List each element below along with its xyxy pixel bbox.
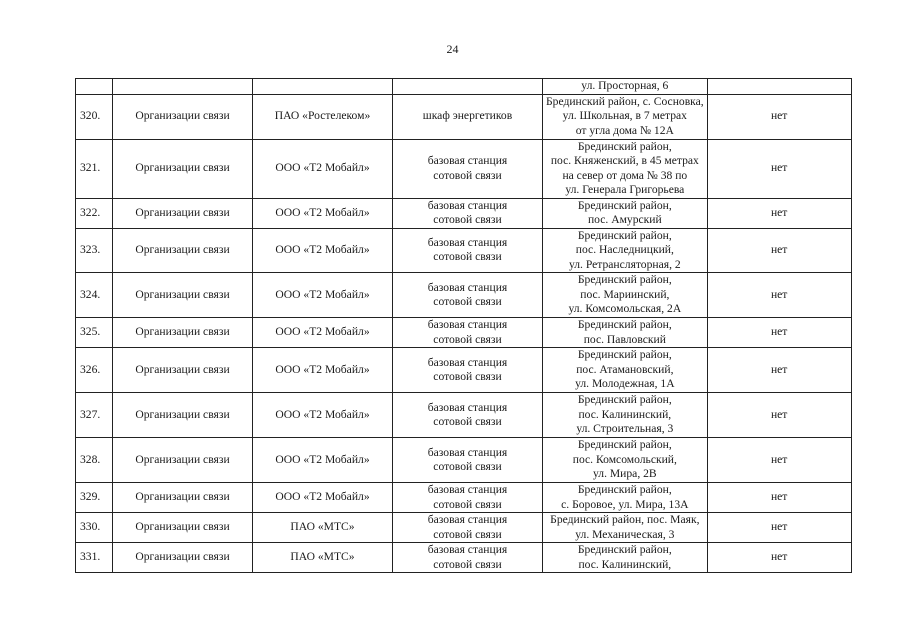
address-line: Брединский район, — [577, 438, 672, 452]
address-line: ул. Молодежная, 1А — [575, 377, 675, 391]
cell-status — [707, 318, 851, 348]
cell-object — [393, 79, 543, 95]
cell-owner — [253, 483, 393, 513]
owner-name: ООО «Т2 Мобайл» — [275, 490, 370, 504]
cell-number — [76, 513, 113, 543]
address-line: Брединский район, пос. Маяк, — [550, 513, 700, 526]
object-line: базовая станция — [427, 400, 508, 414]
cell-address — [543, 273, 708, 318]
owner-name: ООО «Т2 Мобайл» — [275, 243, 370, 256]
cell-type — [113, 483, 253, 513]
table-row — [76, 483, 852, 513]
cell-status — [707, 79, 851, 95]
address-line: ул. Просторная, 6 — [581, 79, 669, 92]
cell-object — [393, 393, 543, 438]
address-line: Брединский район, — [577, 483, 672, 496]
object-line: сотовой связи — [433, 295, 502, 308]
owner-name: ПАО «Ростелеком» — [274, 109, 371, 123]
address-line: Брединский район, — [577, 393, 672, 407]
address-line: Брединский район, — [577, 318, 672, 331]
table-row — [76, 513, 852, 543]
table-row — [76, 198, 852, 228]
row-number: 323. — [80, 243, 101, 256]
owner-name: ООО «Т2 Мобайл» — [275, 287, 370, 301]
cell-owner — [253, 94, 393, 139]
owner-name: ООО «Т2 Мобайл» — [275, 325, 370, 339]
address-line: пос. Амурский — [587, 213, 662, 226]
cell-type — [113, 393, 253, 438]
object-line: базовая станция — [427, 235, 508, 249]
cell-type — [113, 438, 253, 483]
object-line: сотовой связи — [433, 168, 502, 182]
cell-type — [113, 228, 253, 273]
cell-owner — [253, 139, 393, 198]
cell-address — [543, 348, 708, 393]
address-line: ул. Школьная, в 7 метрах — [562, 109, 687, 123]
cell-owner — [253, 438, 393, 483]
cell-number — [76, 348, 113, 393]
cell-object — [393, 94, 543, 139]
object-line: базовая станция — [427, 318, 508, 331]
address-line: ул. Комсомольская, 2А — [568, 302, 682, 316]
status-value: нет — [770, 161, 788, 175]
cell-address — [543, 198, 708, 228]
cell-status — [707, 94, 851, 139]
address-line: Брединский район, — [577, 543, 672, 556]
object-line: базовая станция — [427, 355, 508, 369]
cell-owner — [253, 79, 393, 95]
cell-address — [543, 513, 708, 543]
cell-address — [543, 438, 708, 483]
cell-number — [76, 198, 113, 228]
cell-status — [707, 273, 851, 318]
address-line: Брединский район, — [577, 198, 672, 212]
table-row — [76, 94, 852, 139]
cell-number — [76, 273, 113, 318]
table-row — [76, 393, 852, 438]
object-line: сотовой связи — [433, 460, 502, 473]
object-line: сотовой связи — [433, 250, 502, 264]
cell-number — [76, 543, 113, 573]
address-line: ул. Генерала Григорьева — [565, 183, 685, 196]
owner-name: ПАО «МТС» — [290, 550, 355, 564]
owner-name: ООО «Т2 Мобайл» — [275, 407, 370, 421]
row-number: 324. — [80, 287, 101, 301]
status-value: нет — [770, 243, 788, 256]
address-line: от угла дома № 12А — [575, 123, 674, 137]
status-value: нет — [770, 325, 788, 339]
cell-status — [707, 513, 851, 543]
status-value: нет — [770, 520, 788, 534]
cell-address — [543, 393, 708, 438]
address-line: с. Боровое, ул. Мира, 13А — [561, 497, 689, 511]
cell-type — [113, 513, 253, 543]
cell-status — [707, 543, 851, 573]
cell-owner — [253, 228, 393, 273]
address-line: пос. Павловский — [583, 332, 666, 346]
cell-object — [393, 513, 543, 543]
address-line: пос. Калининский, — [578, 407, 672, 421]
table-row — [76, 348, 852, 393]
table-body — [76, 79, 852, 573]
status-value: нет — [770, 490, 788, 504]
cell-type — [113, 139, 253, 198]
row-number: 321. — [80, 161, 101, 175]
cell-address — [543, 228, 708, 273]
table-row — [76, 318, 852, 348]
row-number: 330. — [80, 520, 101, 534]
cell-type — [113, 79, 253, 95]
owner-name: ООО «Т2 Мобайл» — [275, 362, 370, 376]
cell-number — [76, 318, 113, 348]
organization-type: Организации связи — [135, 452, 230, 466]
row-number: 325. — [80, 325, 101, 339]
table-row — [76, 438, 852, 483]
status-value: нет — [770, 287, 788, 301]
cell-address — [543, 318, 708, 348]
address-line: Брединский район, — [577, 273, 672, 287]
address-line: пос. Атамановский, — [576, 362, 674, 376]
cell-type — [113, 348, 253, 393]
organization-type: Организации связи — [135, 520, 230, 534]
status-value: нет — [770, 407, 788, 421]
cell-status — [707, 228, 851, 273]
status-value: нет — [770, 452, 788, 466]
status-value: нет — [770, 362, 788, 376]
cell-status — [707, 198, 851, 228]
cell-object — [393, 483, 543, 513]
object-line: базовая станция — [427, 198, 508, 212]
cell-status — [707, 139, 851, 198]
address-line: на север от дома № 38 по — [562, 168, 688, 182]
row-number: 328. — [80, 452, 101, 466]
status-value: нет — [770, 109, 788, 123]
object-line: сотовой связи — [433, 527, 502, 541]
object-line: сотовой связи — [433, 415, 502, 428]
cell-status — [707, 483, 851, 513]
cell-address — [543, 79, 708, 95]
object-line: базовая станция — [427, 154, 508, 167]
page-number: 24 — [446, 42, 459, 56]
cell-number — [76, 438, 113, 483]
address-line: пос. Княженский, в 45 метрах — [550, 154, 699, 167]
cell-number — [76, 94, 113, 139]
row-number: 322. — [80, 205, 101, 219]
organization-type: Организации связи — [135, 362, 230, 376]
object-line: сотовой связи — [433, 332, 502, 346]
address-line: пос. Комсомольский, — [572, 452, 677, 466]
cell-type — [113, 94, 253, 139]
cell-address — [543, 543, 708, 573]
table-row — [76, 273, 852, 318]
cell-object — [393, 438, 543, 483]
address-line: ул. Механическая, 3 — [575, 527, 675, 541]
table-row — [76, 228, 852, 273]
cell-type — [113, 543, 253, 573]
cell-owner — [253, 543, 393, 573]
object-line: базовая станция — [427, 513, 508, 526]
organization-type: Организации связи — [135, 407, 230, 421]
cell-number — [76, 483, 113, 513]
organization-type: Организации связи — [135, 550, 230, 564]
organization-type: Организации связи — [135, 109, 230, 123]
table-row-continued — [76, 79, 852, 95]
owner-name: ООО «Т2 Мобайл» — [275, 161, 370, 175]
cell-address — [543, 94, 708, 139]
cell-type — [113, 318, 253, 348]
owner-name: ООО «Т2 Мобайл» — [275, 452, 370, 466]
row-number: 329. — [80, 490, 101, 504]
cell-object — [393, 228, 543, 273]
cell-number — [76, 393, 113, 438]
organization-type: Организации связи — [135, 161, 230, 175]
address-line: пос. Наследницкий, — [575, 243, 674, 256]
cell-owner — [253, 198, 393, 228]
row-number: 327. — [80, 407, 101, 421]
address-line: пос. Калининский, — [578, 557, 672, 571]
cell-object — [393, 273, 543, 318]
cell-type — [113, 273, 253, 318]
status-value: нет — [770, 550, 788, 564]
object-line: сотовой связи — [433, 213, 502, 226]
object-line: базовая станция — [427, 483, 508, 496]
address-line: пос. Мариинский, — [580, 287, 670, 301]
cell-object — [393, 198, 543, 228]
object-line: сотовой связи — [433, 557, 502, 571]
cell-owner — [253, 513, 393, 543]
address-line: ул. Строительная, 3 — [576, 422, 674, 436]
row-number: 326. — [80, 362, 101, 376]
cell-owner — [253, 393, 393, 438]
address-line: ул. Ретрансляторная, 2 — [568, 257, 681, 271]
object-line: базовая станция — [427, 543, 508, 556]
object-line: сотовой связи — [433, 370, 502, 383]
organization-type: Организации связи — [135, 325, 230, 339]
cell-object — [393, 543, 543, 573]
organization-type: Организации связи — [135, 490, 230, 504]
cell-number — [76, 139, 113, 198]
cell-number — [76, 228, 113, 273]
cell-address — [543, 483, 708, 513]
document-table — [75, 78, 852, 573]
cell-address — [543, 139, 708, 198]
cell-status — [707, 438, 851, 483]
row-number: 320. — [80, 109, 101, 123]
object-line: базовая станция — [427, 280, 508, 294]
address-line: ул. Мира, 2В — [593, 467, 657, 481]
cell-type — [113, 198, 253, 228]
cell-object — [393, 318, 543, 348]
object-line: базовая станция — [427, 445, 508, 459]
cell-number — [76, 79, 113, 95]
object-line: шкаф энергетиков — [422, 109, 513, 123]
cell-object — [393, 139, 543, 198]
table-row — [76, 139, 852, 198]
organization-type: Организации связи — [135, 287, 230, 301]
organization-type: Организации связи — [135, 205, 230, 219]
cell-owner — [253, 318, 393, 348]
cell-object — [393, 348, 543, 393]
table-row — [76, 543, 852, 573]
owner-name: ООО «Т2 Мобайл» — [275, 205, 370, 219]
address-line: Брединский район, — [577, 228, 672, 242]
address-line: Брединский район, с. Сосновка, — [546, 94, 704, 108]
cell-status — [707, 393, 851, 438]
row-number: 331. — [80, 550, 101, 564]
address-line: Брединский район, — [577, 348, 672, 362]
cell-owner — [253, 273, 393, 318]
cell-status — [707, 348, 851, 393]
object-line: сотовой связи — [433, 497, 502, 511]
status-value: нет — [770, 205, 788, 219]
owner-name: ПАО «МТС» — [290, 520, 355, 534]
cell-owner — [253, 348, 393, 393]
address-line: Брединский район, — [577, 139, 672, 153]
organization-type: Организации связи — [135, 243, 230, 256]
